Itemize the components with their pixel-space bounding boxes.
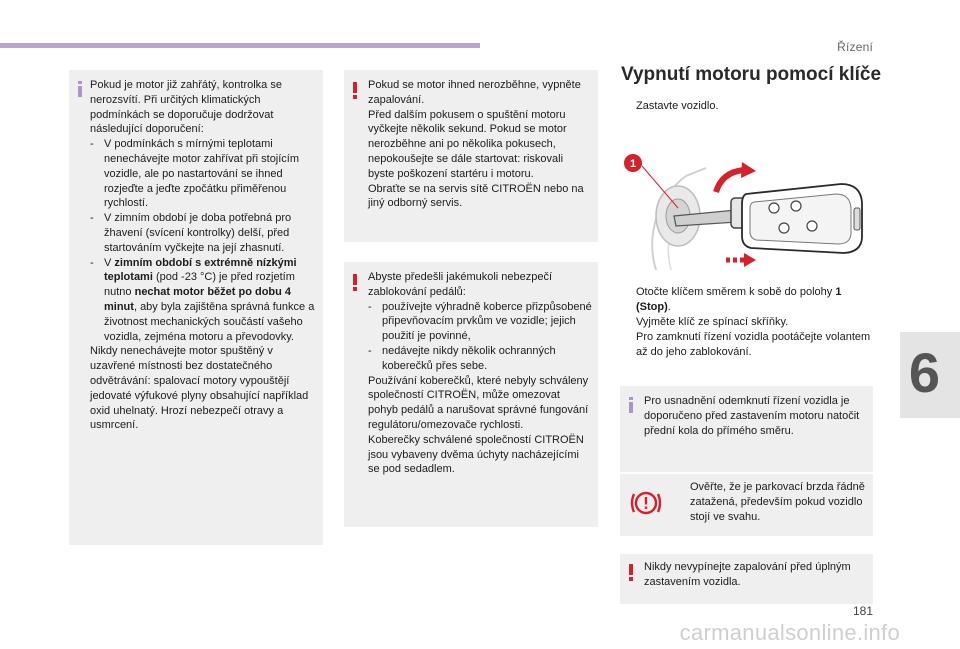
info-icon <box>78 81 82 97</box>
list-item: - V zimním období je doba potřebná pro žhavení (svícení kontrolky) delší, před startováním vyčkejte na její zhasnutí. <box>90 212 292 254</box>
callout-number: 1 <box>629 158 637 170</box>
info-icon <box>629 397 633 413</box>
page-heading: Vypnutí motoru pomocí klíče <box>621 64 882 85</box>
step-remove-key: Vyjměte klíč ze spínací skříňky. <box>636 316 789 328</box>
page-number: 181 <box>852 604 873 618</box>
step-stop-vehicle: Zastavte vozidlo. <box>636 100 719 112</box>
watermark: carmanualsonline.info <box>679 620 900 645</box>
step-lock-steering: Pro zamknutí řízení vozidla pootáčejte volantem až do jeho zablokování. <box>636 331 871 358</box>
section-title: Řízení <box>837 40 873 54</box>
list-item: - V podmínkách s mírnými teplotami nenechávejte motor zahřívat při stojícím vozidle, ale po nastartování se ihned rozjeďte a jeďte zpočátku přiměřenou rychlostí. <box>90 138 300 210</box>
start-failure-warning-box: Pokud se motor ihned nerozběhne, vypněte zapalování. Před dalším pokusem o spuštění motoru vyčkejte několik sekund. Pokud se motor nerozběhne ani po několika pokusech, nepokoušejte se dále startovat: riskovali byste poškození startéru i motoru. Obraťte se na servis sítě CITROËN nebo na jiný odborný servis. <box>344 70 598 242</box>
chapter-number: 6 <box>908 341 940 404</box>
engine-warm-info-box <box>69 70 323 545</box>
warning-icon <box>353 82 357 99</box>
warning-icon <box>629 564 633 581</box>
step-turn-key: Otočte klíčem směrem k sobě do polohy 1 (Stop). <box>636 286 842 313</box>
list-item: - používejte výhradně koberce přizpůsobené připevňovacím prvkům ve vozidle; jejich použití je povinné, <box>368 300 592 343</box>
ignition-key-illustration <box>616 128 872 270</box>
list-item: - V zimním období s extrémně nízkými teplotami (pod -23 °C) je před rozjetím nutno nechat motor běžet po dobu 4 minut, aby byla zajištěna správná funkce a životnost mechanických součástí vašeho vozidla, zejména motoru a převodovky. <box>90 256 315 343</box>
list-item: - nedávejte nikdy několik ochranných koberečků přes sebe. <box>368 344 556 372</box>
parking-brake-warning-icon <box>629 488 663 518</box>
steering-tip-info-box: Pro usnadnění odemknutí řízení vozidla je doporučeno před zastavením motoru natočit přední kola do přímého směru. <box>620 386 873 472</box>
floor-mat-warning-box: Abyste předešli jakémukoli nebezpečí zablokování pedálů: - používejte výhradně koberce přizpůsobené připevňovacím prvkům ve vozidle; jejich použití je povinné, - nedávejte nikdy několik ochranných koberečků přes sebe. Používání koberečků, které nebyly schváleny společností CITROËN, může omezovat pohyb pedálů a narušovat správné fungování regulátoru/omezovače rychlosti. Koberečky schválené společností CITROËN jsou vybaveny dvěma úchyty nacházejícími se pod sedadlem. <box>344 262 598 527</box>
info-outro: Nikdy nenechávejte motor spuštěný v uzavřené místnosti bez dostatečného odvětrávání: spalovací motory vypouštějí jedovaté výfukové plyny obsahující například oxid uhelnatý. Hrozí nebezpečí otravy a usmrcení. <box>90 345 309 432</box>
list-item: Ověřte, že je parkovací brzda řádně zatažená, především pokud vozidlo stojí ve svahu. <box>690 481 865 523</box>
ignition-off-warning-box: Nikdy nevypínejte zapalování před úplným zastavením vozidla. <box>620 554 873 604</box>
header-accent-bar <box>0 43 480 48</box>
info-intro: Pokud je motor již zahřátý, kontrolka se nerozsvítí. Při určitých klimatických podmínkách se doporučuje dodržovat následující doporučení: <box>90 79 282 136</box>
warning-icon <box>353 274 357 291</box>
parking-brake-box <box>620 474 873 536</box>
